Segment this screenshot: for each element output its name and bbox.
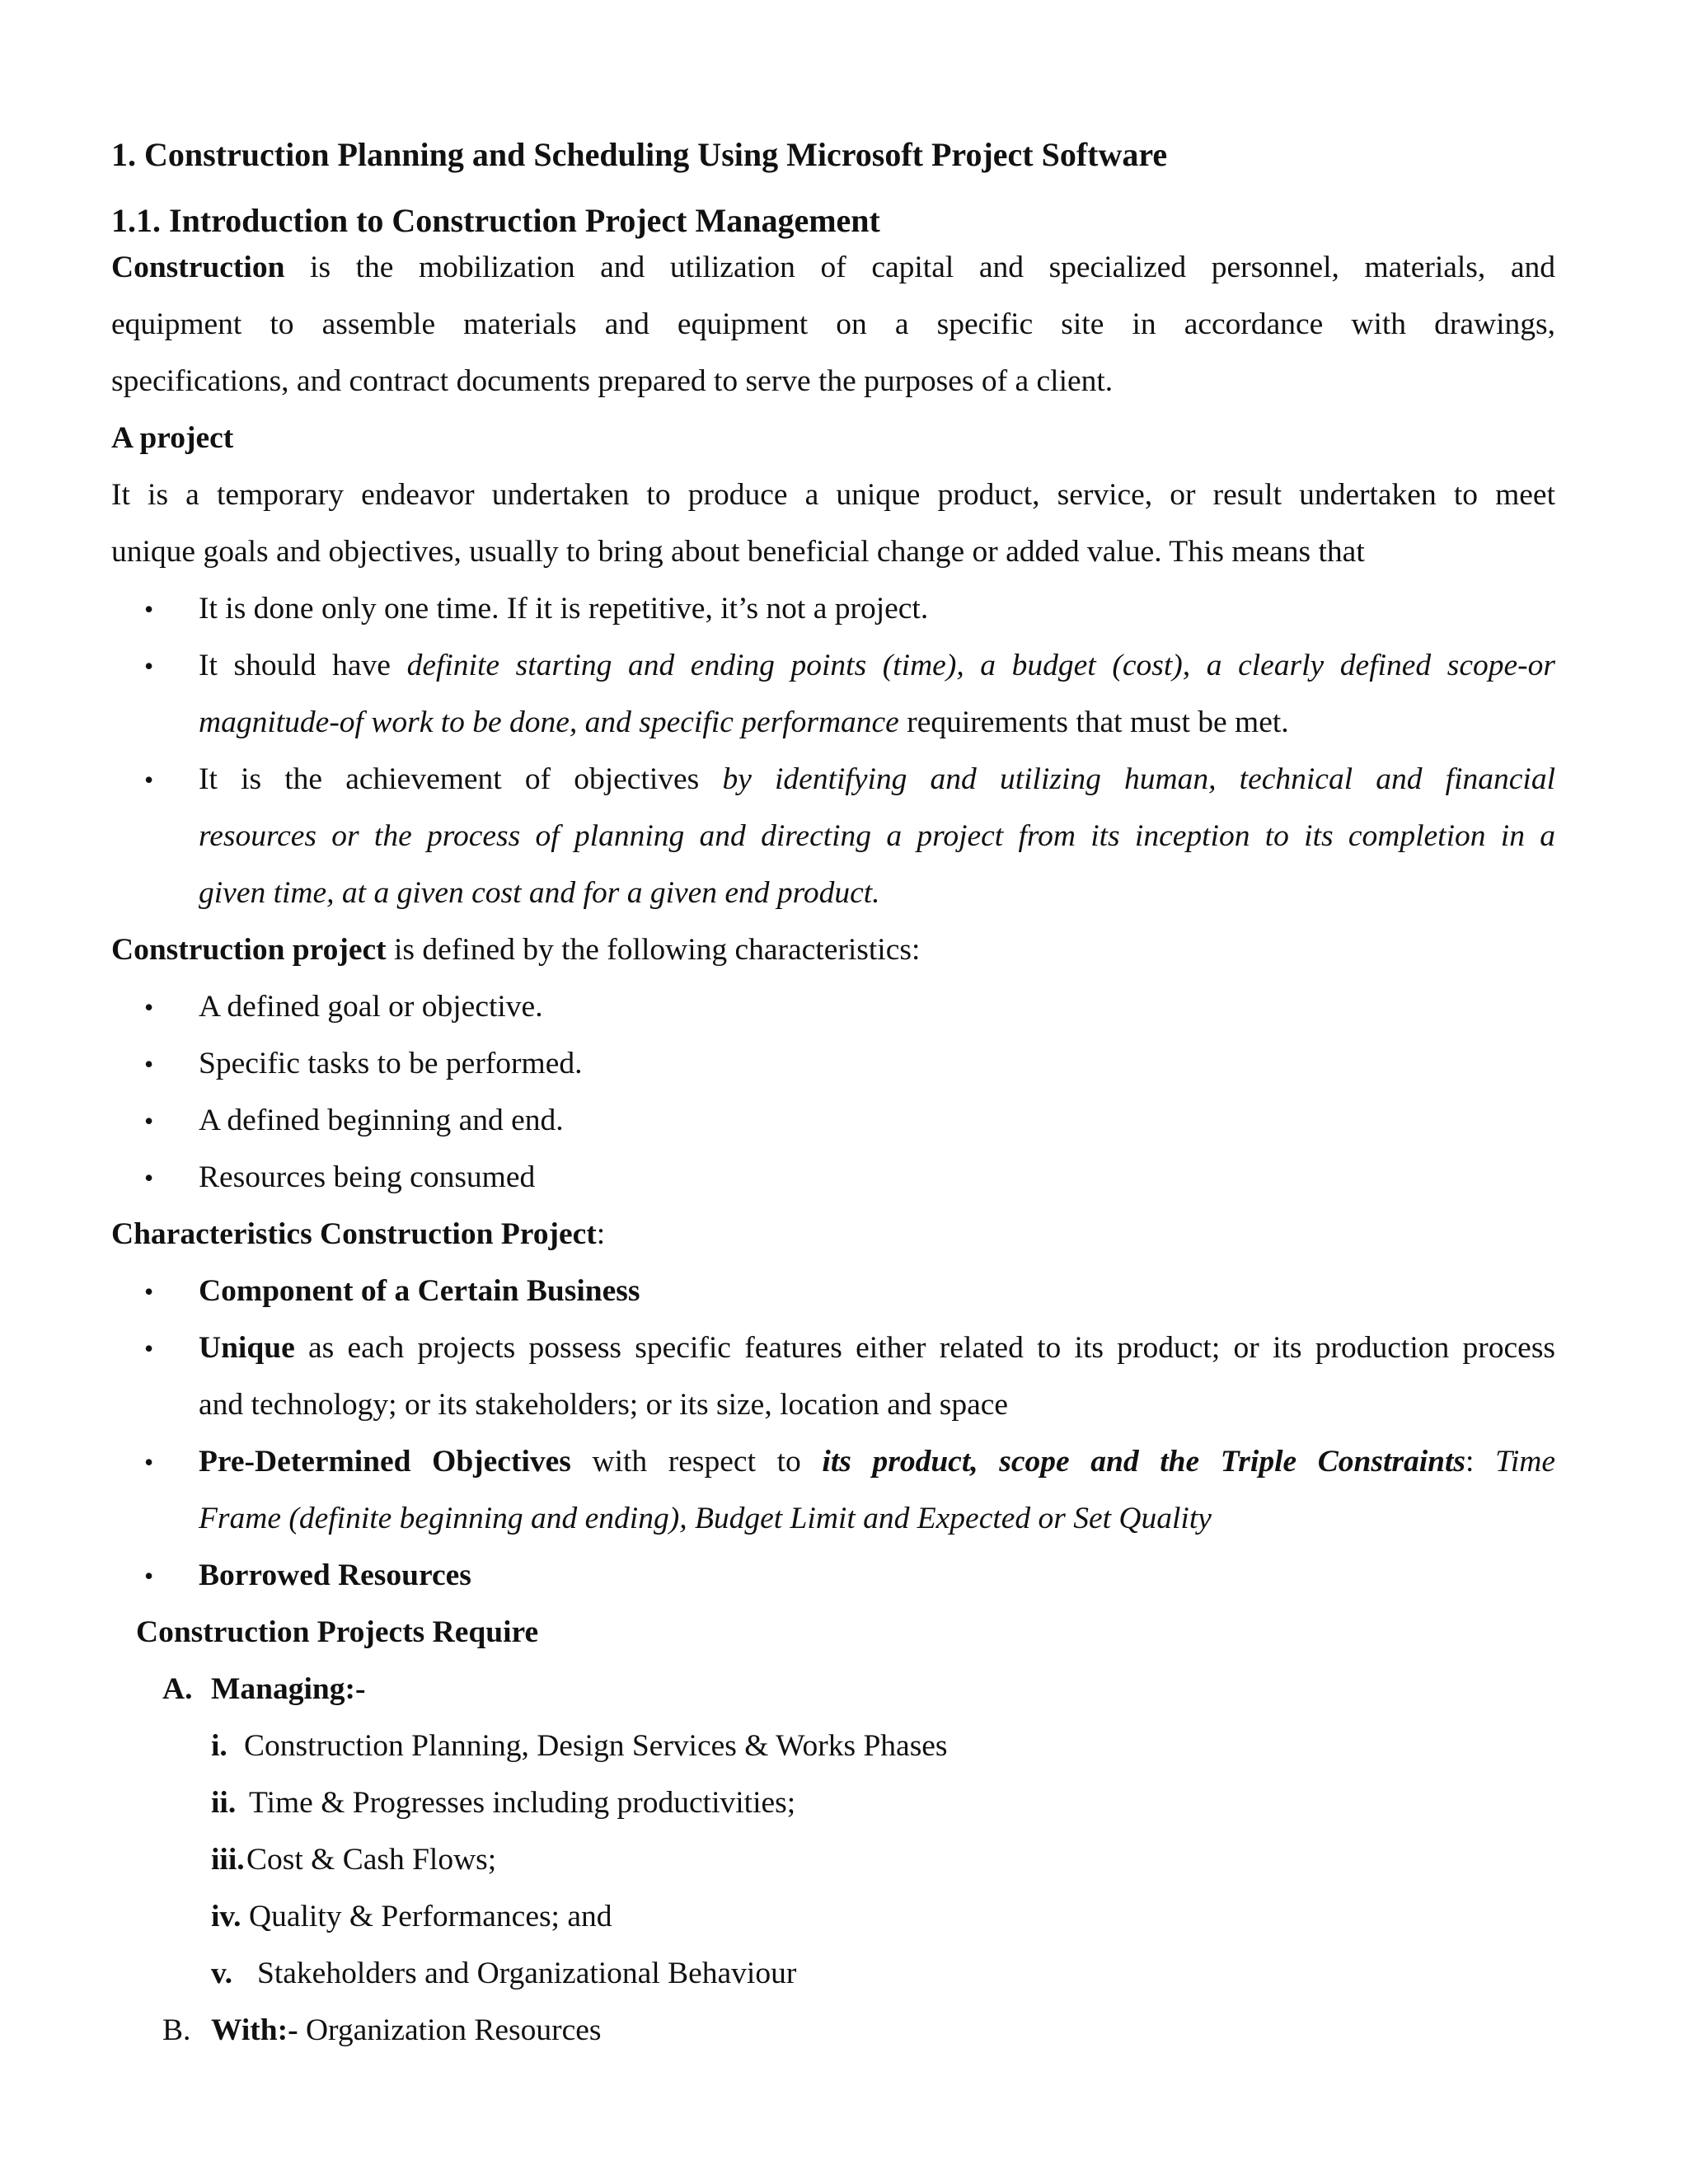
list-item: Specific tasks to be performed. bbox=[199, 1047, 583, 1080]
intro-line-2: equipment to assemble materials and equipment on a specific site in accordance with drawings, bbox=[111, 307, 1555, 341]
intro-line-3: specifications, and contract documents prepared to serve the purposes of a client. bbox=[111, 364, 1114, 398]
bullet-icon: • bbox=[144, 651, 154, 681]
list-item-colon: : bbox=[1465, 1445, 1475, 1479]
list-item-emphasis: its product, scope and the Triple Constraints bbox=[822, 1445, 1466, 1479]
project-line-2: unique goals and objectives, usually to bring about beneficial change or added value. This means that bbox=[111, 535, 1365, 569]
intro-line-1 bbox=[111, 249, 1555, 287]
list-item-continuation: given time, at a given cost and for a given end product. bbox=[199, 876, 880, 910]
list-item-emphasis: Time bbox=[1495, 1445, 1556, 1479]
list-item: Component of a Certain Business bbox=[199, 1274, 640, 1308]
list-marker: i. bbox=[211, 1729, 227, 1763]
list-item-term: Pre-Determined Objectives bbox=[199, 1445, 571, 1479]
bullet-icon: • bbox=[144, 765, 154, 794]
project-heading: A project bbox=[111, 421, 234, 455]
list-item bbox=[199, 761, 1555, 799]
heading-colon: : bbox=[596, 1217, 606, 1251]
bullet-icon: • bbox=[144, 1277, 154, 1306]
bullet-icon: • bbox=[144, 1447, 154, 1477]
list-item: Quality & Performances; and bbox=[249, 1900, 612, 1933]
list-marker: A. bbox=[162, 1672, 193, 1706]
list-item: Cost & Cash Flows; bbox=[246, 1843, 497, 1877]
list-item-emphasis: by identifying and utilizing human, technical and financial bbox=[722, 762, 1555, 796]
intro-text: is the mobilization and utilization of capital and specialized personnel, materials, and bbox=[310, 251, 1556, 284]
bullet-icon: • bbox=[144, 594, 154, 624]
list-item: Borrowed Resources bbox=[199, 1558, 471, 1592]
list-item-continuation bbox=[199, 704, 1289, 742]
list-item bbox=[199, 647, 1555, 685]
require-heading: Construction Projects Require bbox=[136, 1615, 539, 1649]
list-item-text: It should have bbox=[199, 649, 391, 682]
list-item-emphasis: definite starting and ending points (time), a budget (cost), a clearly defined scope-or bbox=[406, 649, 1555, 682]
list-item-text: requirements that must be met. bbox=[907, 705, 1289, 739]
list-item-text: with respect to bbox=[592, 1445, 801, 1479]
managing-heading: Managing:- bbox=[211, 1672, 366, 1706]
heading-text: Characteristics Construction Project bbox=[111, 1217, 597, 1251]
with-label: With:- bbox=[211, 2013, 298, 2047]
list-item-continuation: resources or the process of planning and directing a project from its inception to its completion in a bbox=[199, 819, 1555, 853]
bullet-icon: • bbox=[144, 1163, 154, 1193]
list-marker: iv. bbox=[211, 1900, 241, 1933]
list-item-continuation: and technology; or its stakeholders; or its size, location and space bbox=[199, 1388, 1009, 1422]
list-marker: iii. bbox=[211, 1843, 245, 1877]
list-marker-b: B. bbox=[162, 2013, 191, 2047]
with-text: Organization Resources bbox=[305, 2013, 602, 2047]
list-item: Stakeholders and Organizational Behaviour bbox=[257, 1957, 797, 1990]
list-item bbox=[199, 1443, 1555, 1481]
construction-project-definition bbox=[111, 931, 920, 969]
list-item: Time & Progresses including productivities; bbox=[249, 1786, 796, 1820]
with-line bbox=[211, 2012, 602, 2050]
list-item bbox=[199, 1329, 1555, 1367]
list-item-emphasis: magnitude-of work to be done, and specific performance bbox=[199, 705, 899, 739]
list-item: Resources being consumed bbox=[199, 1160, 536, 1194]
list-marker: ii. bbox=[211, 1786, 237, 1820]
definition-text: is defined by the following characteristics: bbox=[394, 933, 921, 967]
project-line-1: It is a temporary endeavor undertaken to produce a unique product, service, or result undertaken to meet bbox=[111, 478, 1555, 512]
list-item: A defined goal or objective. bbox=[199, 990, 543, 1024]
list-item-text: as each projects possess specific features either related to its product; or its production process bbox=[308, 1331, 1556, 1365]
list-item: It is done only one time. If it is repetitive, it’s not a project. bbox=[199, 592, 929, 626]
page-title: 1. Construction Planning and Scheduling Using Microsoft Project Software bbox=[111, 136, 1168, 173]
list-item-text: It is the achievement of objectives bbox=[199, 762, 700, 796]
bullet-icon: • bbox=[144, 1106, 154, 1136]
list-marker: v. bbox=[211, 1957, 233, 1990]
list-item-term: Unique bbox=[199, 1331, 295, 1365]
bullet-icon: • bbox=[144, 1561, 154, 1591]
intro-term: Construction bbox=[111, 251, 285, 284]
list-item: A defined beginning and end. bbox=[199, 1104, 564, 1137]
bullet-icon: • bbox=[144, 1333, 154, 1363]
list-item: Construction Planning, Design Services & Works Phases bbox=[244, 1729, 948, 1763]
bullet-icon: • bbox=[144, 992, 154, 1022]
list-item-continuation: Frame (definite beginning and ending), Budget Limit and Expected or Set Quality bbox=[199, 1502, 1212, 1535]
section-heading: 1.1. Introduction to Construction Project Management bbox=[111, 202, 880, 239]
bullet-icon: • bbox=[144, 1049, 154, 1079]
characteristics-heading bbox=[111, 1216, 605, 1254]
definition-term: Construction project bbox=[111, 933, 387, 967]
